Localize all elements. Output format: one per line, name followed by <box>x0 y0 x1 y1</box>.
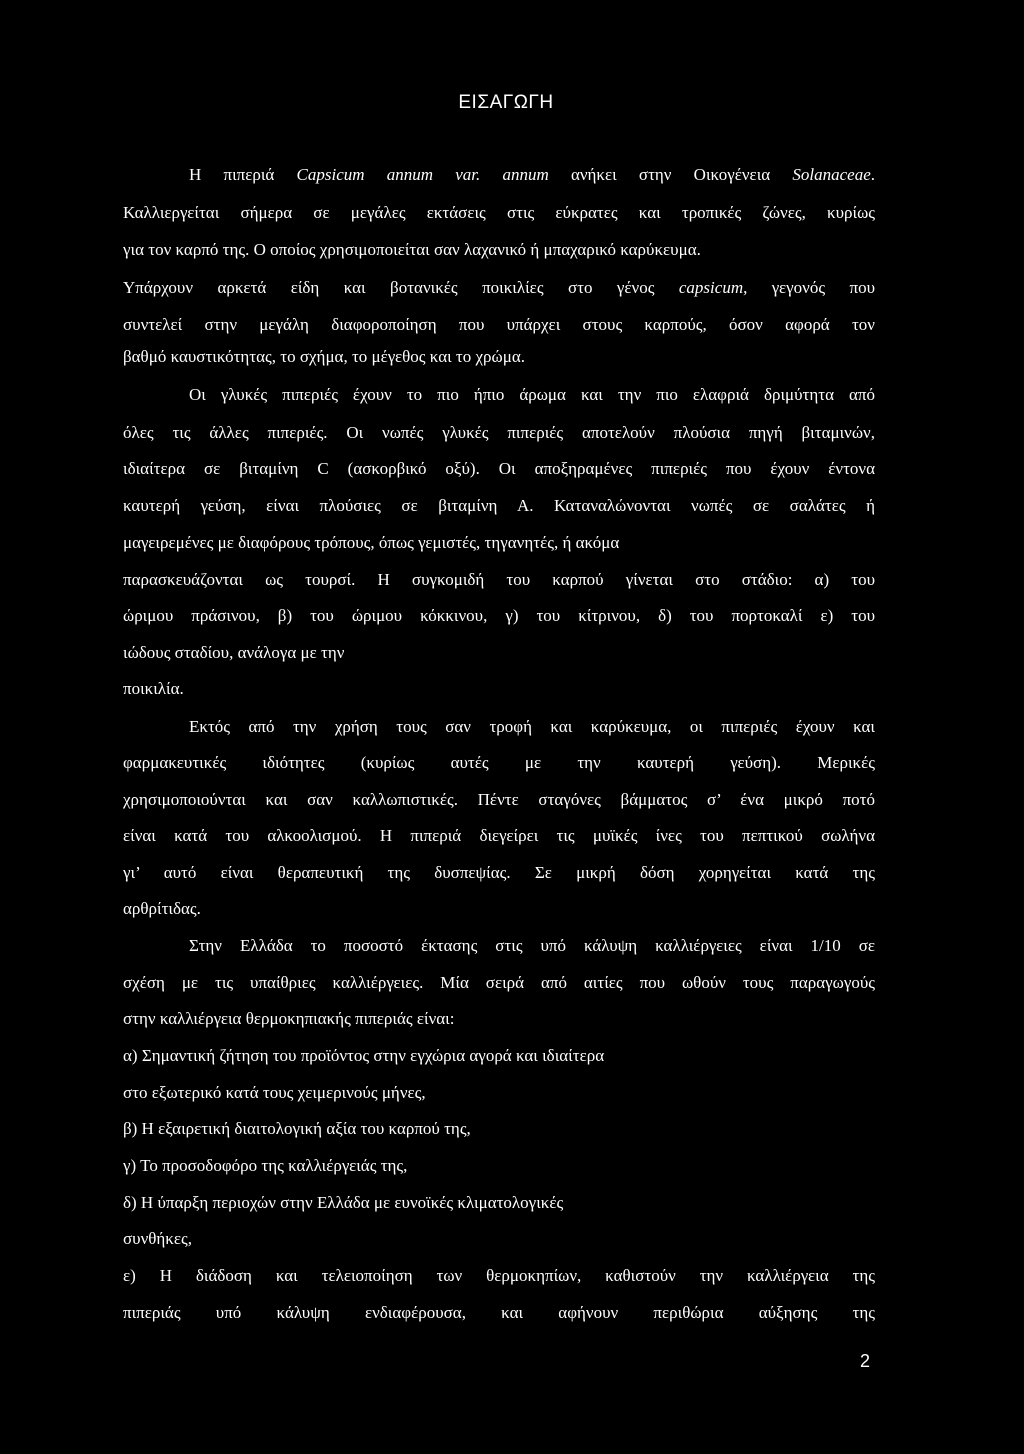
text-line: ποικιλία. <box>123 679 184 698</box>
page-title: ΕΙΣΑΓΩΓΗ <box>458 92 554 113</box>
text-line <box>189 165 875 185</box>
text-line: είναι κατά του αλκοολισμού. Η πιπεριά διεγείρει τις μυϊκές ίνες του πεπτικού σωλήνα <box>123 826 875 845</box>
text-line: παρασκευάζονται ως τουρσί. Η συγκομιδή του καρπού γίνεται στο στάδιο: α) του <box>123 570 875 589</box>
text-line: συντελεί στην μεγάλη διαφοροποίηση που υπάρχει στους καρπούς, όσον αφορά τον <box>123 315 875 334</box>
list-item: α) Σημαντική ζήτηση του προϊόντος στην εγχώρια αγορά και ιδιαίτερα <box>123 1046 605 1065</box>
text-line: μαγειρεμένες με διαφόρους τρόπους, όπως γεμιστές, τηγανητές, ή ακόμα <box>123 533 620 552</box>
text-segment: ανήκει στην Οικογένεια <box>548 165 793 184</box>
text-line: ιδιαίτερα σε βιταμίνη C (ασκορβικό οξύ). Οι αποξηραμένες πιπεριές που έχουν έντονα <box>123 459 875 478</box>
text-segment: Υπάρχουν αρκετά είδη και βοτανικές ποικιλίες στο γένος <box>123 278 679 297</box>
text-line <box>123 278 875 298</box>
italic-segment: capsicum <box>678 278 744 297</box>
text-segment: . <box>870 165 875 184</box>
text-line: χρησιμοποιούνται και σαν καλλωπιστικές. Πέντε σταγόνες βάμματος σ’ ένα μικρό ποτό <box>123 790 875 809</box>
text-line: συνθήκες, <box>123 1229 192 1248</box>
list-item: β) Η εξαιρετική διαιτολογική αξία του καρπού της, <box>123 1119 471 1138</box>
text-line: Οι γλυκές πιπεριές έχουν το πιο ήπιο άρωμα και την πιο ελαφριά δριμύτητα από <box>189 385 875 404</box>
list-item: γ) Το προσοδοφόρο της καλλιέργειάς της, <box>123 1156 408 1175</box>
text-line: σχέση με τις υπαίθριες καλλιέργειες. Μία σειρά από αιτίες που ωθούν τους παραγωγούς <box>123 973 875 992</box>
text-line: Εκτός από την χρήση τους σαν τροφή και καρύκευμα, οι πιπεριές έχουν και <box>189 717 875 736</box>
text-segment: , γεγονός που <box>743 278 875 297</box>
text-line: καυτερή γεύση, είναι πλούσιες σε βιταμίνη Α. Καταναλώνονται νωπές σε σαλάτες ή <box>123 496 875 515</box>
list-item: ε) Η διάδοση και τελειοποίηση των θερμοκηπίων, καθιστούν την καλλιέργεια της <box>123 1266 875 1285</box>
text-line: στην καλλιέργεια θερμοκηπιακής πιπεριάς είναι: <box>123 1009 455 1028</box>
italic-segment: Solanaceae <box>792 165 871 184</box>
text-line: γι’ αυτό είναι θεραπευτική της δυσπεψίας. Σε μικρή δόση χορηγείται κατά της <box>123 863 875 882</box>
page-number: 2 <box>860 1351 871 1371</box>
text-line: στο εξωτερικό κατά τους χειμερινούς μήνες, <box>123 1083 426 1102</box>
italic-segment: Capsicum annum var. annum <box>296 165 549 184</box>
text-line: Καλλιεργείται σήμερα σε μεγάλες εκτάσεις στις εύκρατες και τροπικές ζώνες, κυρίως <box>123 203 875 222</box>
text-line: ώριμου πράσινου, β) του ώριμου κόκκινου, γ) του κίτρινου, δ) του πορτοκαλί ε) του <box>123 606 875 625</box>
text-line: πιπεριάς υπό κάλυψη ενδιαφέρουσα, και αφήνουν περιθώρια αύξησης της <box>123 1303 875 1322</box>
text-line: αρθρίτιδας. <box>123 899 201 918</box>
text-line: για τον καρπό της. Ο οποίος χρησιμοποιείται σαν λαχανικό ή μπαχαρικό καρύκευμα. <box>123 240 701 259</box>
text-line: Στην Ελλάδα το ποσοστό έκτασης στις υπό κάλυψη καλλιέργειες είναι 1/10 σε <box>189 936 875 955</box>
text-segment: Η πιπεριά <box>189 165 297 184</box>
text-line: φαρμακευτικές ιδιότητες (κυρίως αυτές με την καυτερή γεύση). Μερικές <box>123 753 875 772</box>
text-line: ιώδους σταδίου, ανάλογα με την <box>123 643 345 662</box>
text-line: βαθμό καυστικότητας, το σχήμα, το μέγεθος και το χρώμα. <box>123 347 525 366</box>
text-line: όλες τις άλλες πιπεριές. Οι νωπές γλυκές πιπεριές αποτελούν πλούσια πηγή βιταμινών, <box>123 423 875 442</box>
list-item: δ) Η ύπαρξη περιοχών στην Ελλάδα με ευνοϊκές κλιματολογικές <box>123 1193 564 1212</box>
